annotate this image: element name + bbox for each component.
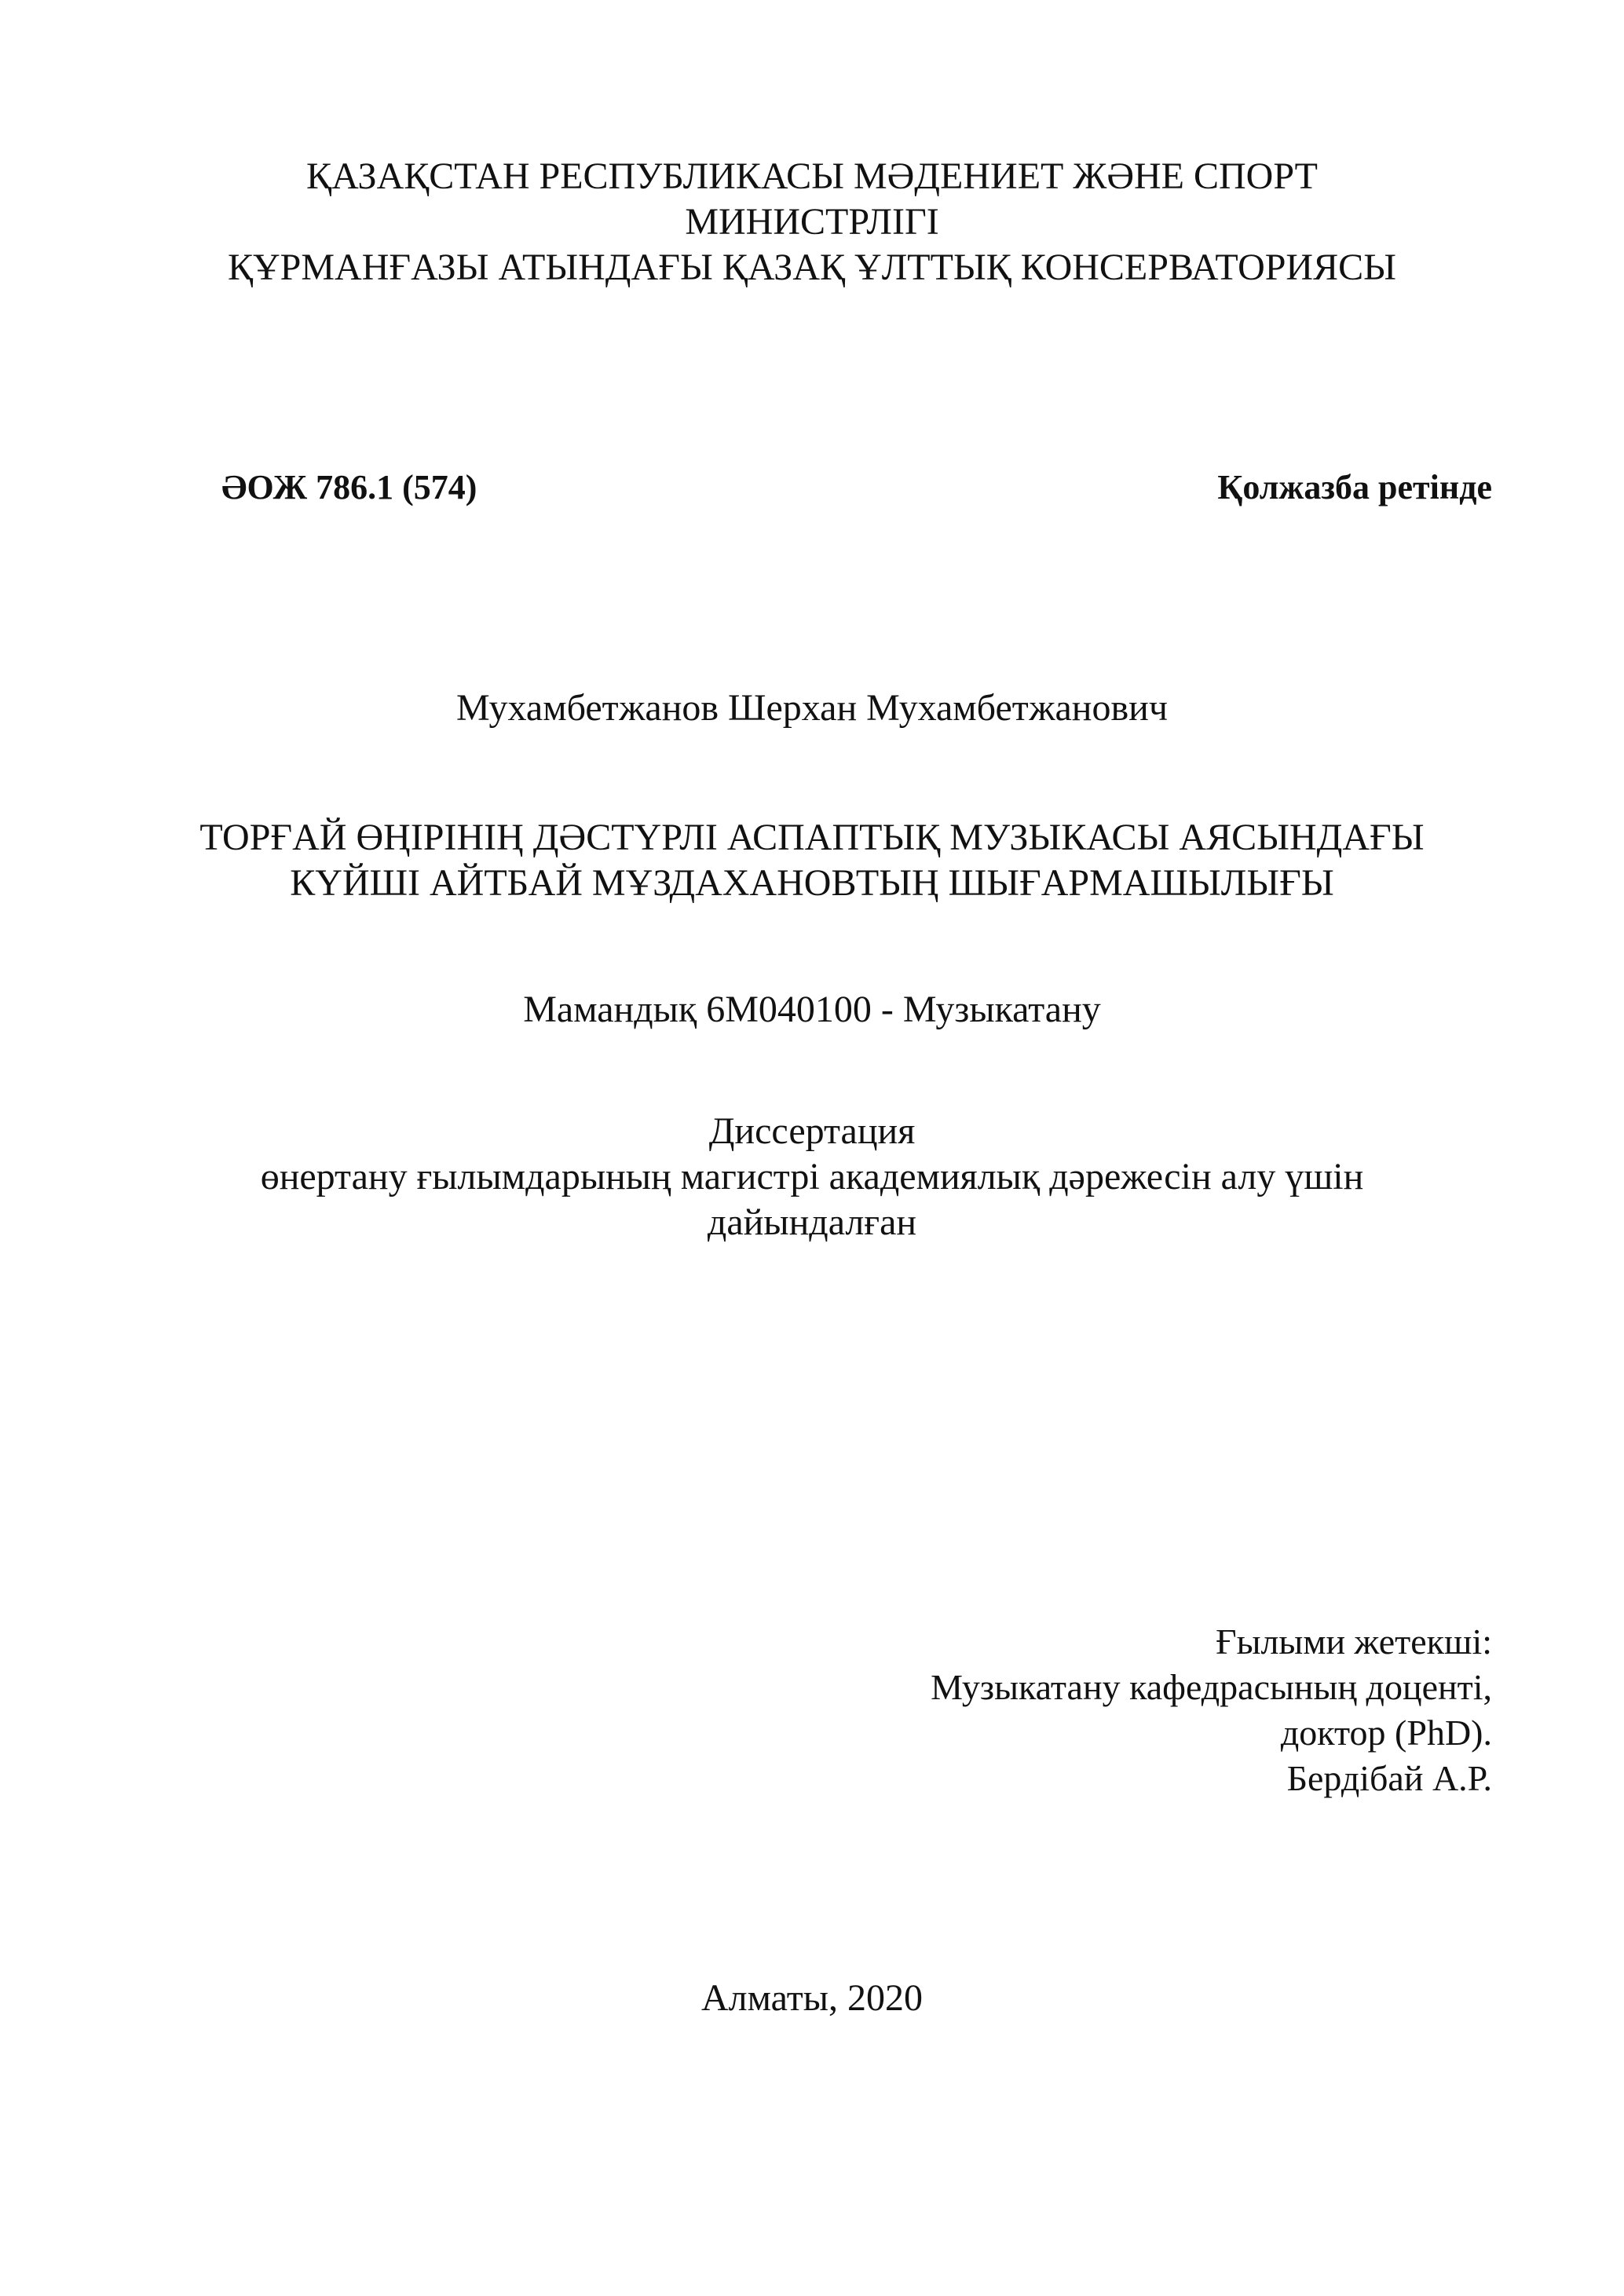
specialty: Мамандық 6М040100 - Музыкатану	[523, 989, 1101, 1030]
dissertation-title-line-2: КҮЙШІ АЙТБАЙ МҰЗДАХАНОВТЫҢ ШЫҒАРМАШЫЛЫҒЫ	[290, 862, 1334, 904]
dissertation-label: Диссертация	[708, 1110, 916, 1152]
supervisor-name: Бердібай А.Р.	[1286, 1758, 1492, 1798]
supervisor-degree: доктор (PhD).	[1280, 1713, 1492, 1753]
dissertation-purpose-line-1: өнертану ғылымдарының магистрі академиялық дәрежесін алу үшін	[260, 1156, 1364, 1197]
dissertation-title-line-1: ТОРҒАЙ ӨҢІРІНІҢ ДӘСТҮРЛІ АСПАПТЫҚ МУЗЫКАСЫ АЯСЫНДАҒЫ	[199, 817, 1425, 858]
supervisor-position: Музыкатану кафедрасының доценті,	[931, 1667, 1492, 1707]
supervisor-label: Ғылыми жетекші:	[1215, 1621, 1492, 1662]
place-year: Алматы, 2020	[701, 1977, 923, 2019]
supervisor-block	[931, 1619, 1492, 1801]
manuscript-note: Қолжазба ретінде	[1217, 468, 1492, 506]
author-name: Мухамбетжанов Шерхан Мухамбетжанович	[456, 687, 1168, 729]
udc-code: ӘОЖ 786.1 (574)	[221, 468, 477, 506]
ministry-header-line-2: МИНИСТРЛІГІ	[685, 201, 939, 243]
ministry-header-line-1: ҚАЗАҚСТАН РЕСПУБЛИКАСЫ МӘДЕНИЕТ ЖӘНЕ СПОРТ	[306, 155, 1318, 197]
conservatory-header-line: ҚҰРМАНҒАЗЫ АТЫНДАҒЫ ҚАЗАҚ ҰЛТТЫҚ КОНСЕРВАТОРИЯСЫ	[228, 247, 1396, 288]
dissertation-purpose-line-2: дайындалған	[707, 1201, 917, 1243]
